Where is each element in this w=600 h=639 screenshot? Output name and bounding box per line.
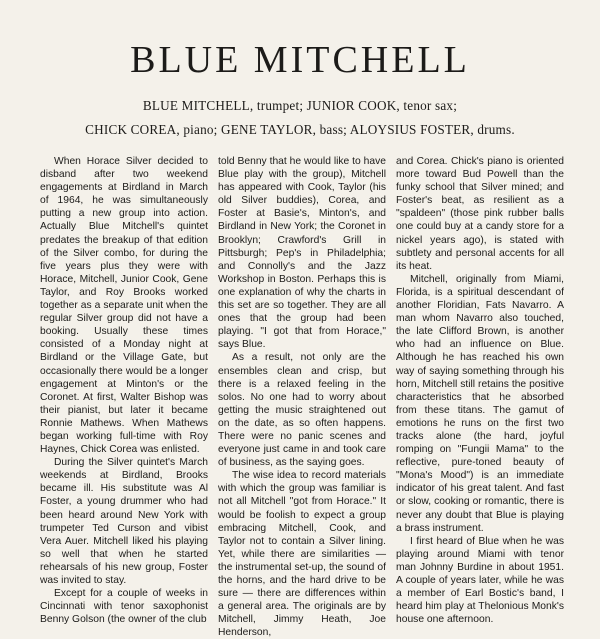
paragraph: I first heard of Blue when he was playing around Miami with tenor man Johnny Burdine in about 1951. A couple of years later, while he was a member of Earl Bostic's band, I heard him play at Thelonious Monk's house one afternoon. xyxy=(396,535,564,626)
personnel-line-2: CHICK COREA, piano; GENE TAYLOR, bass; ALOYSIUS FOSTER, drums. xyxy=(85,122,515,137)
paragraph: As a result, not only are the ensembles clean and crisp, but there is a relaxed feeling in the solos. No one had to worry about getting the music straightened out on the date, as so often happens. There were no panic scenes and everyone just came in and took care of business, as the saying goes. xyxy=(218,352,386,469)
paragraph: told Benny that he would like to have Blue play with the group), Mitchell has appeared with Cook, Taylor (his old Silver buddies), Corea, and Foster at Basie's, Minton's, and Birdland in New York; the Coronet in Brooklyn; Crawford's Grill in Pittsburgh; Pep's in Philadelphia; and Connolly's and the Jazz Workshop in Boston. Perhaps this is one explanation of why the charts in this set are so together. They are all ones that the group had been playing. "I got that from Horace," says Blue. xyxy=(218,156,386,351)
paragraph: Except for a couple of weeks in Cincinnati with tenor saxophonist Benny Golson (the owner of the club xyxy=(40,588,208,626)
personnel-line-1: BLUE MITCHELL, trumpet; JUNIOR COOK, tenor sax; xyxy=(142,98,458,113)
paragraph: The wise idea to record materials with which the group was familiar is not all Mitchell "got from Horace." It would be foolish to expect a group embracing Mitchell, Cook, and Taylor not to contain a Silver lining. Yet, while there are similarities — the instrumental set-up, the sound of the horns, and the hard drive to be sure — there are differences within a general area. The originals are by Mitchell, Jimmy Heath, Joe Henderson, xyxy=(218,470,386,639)
paragraph: When Horace Silver decided to disband after two weekend engagements at Birdland in March of 1964, he was simultaneously putting a new group into action. Actually Blue Mitchell's quintet predates the breakup of that edition of the Silver combo, for during the five years plus they were with Horace, Mitchell, Junior Cook, Gene Taylor, and Roy Brooks worked together as a separate unit when the regular Silver group did not have a booking. Usually these times consisted of a Monday night at Birdland or the Village Gate, but occasionally there would be a longer engagement at Minton's or the Coronet. At first, Walter Bishop was their pianist, but later it became Ronnie Mathews. When Mathews began working full-time with Roy Haynes, Chick Corea was enlisted. xyxy=(40,156,208,456)
paragraph: Mitchell, originally from Miami, Florida, is a spiritual descendant of another Floridian, Fats Navarro. A man whom Navarro also touched, the late Clifford Brown, is another who had an influence on Blue. Although he has reached his own way of saying something through his horn, Mitchell still retains the positive characteristics that he absorbed from these titans. The gamut of emotions he runs on the first two tracks alone (the hard, joyful romping on "Fungii Mama" to the reflective, pure-toned beauty of "Mona's Mood") is an immediate indicator of his great talent. And fast or slow, cooking or romantic, there is never any doubt that Blue is playing a brass instrument. xyxy=(396,273,564,534)
paragraph: and Corea. Chick's piano is oriented more toward Bud Powell than the funky school that Silver mined; and Foster's beat, as resilient as a "spaldeen" (those pink rubber balls one could buy at a candy store for a nickel years ago), is stated with subtlety and personal accents for all its heat. xyxy=(396,156,564,272)
text-column-2 xyxy=(218,155,386,639)
paragraph: During the Silver quintet's March weekends at Birdland, Brooks became ill. His substitute was Al Foster, a young drummer who had been heard around New York with trumpeter Ted Curson and vibist Vera Auer. Mitchell liked his playing so well that when he started rehearsals of his new group, Foster was invited to stay. xyxy=(40,457,208,586)
text-column-3 xyxy=(396,155,564,626)
text-column-1 xyxy=(40,155,208,626)
page-title: BLUE MITCHELL xyxy=(130,39,470,81)
